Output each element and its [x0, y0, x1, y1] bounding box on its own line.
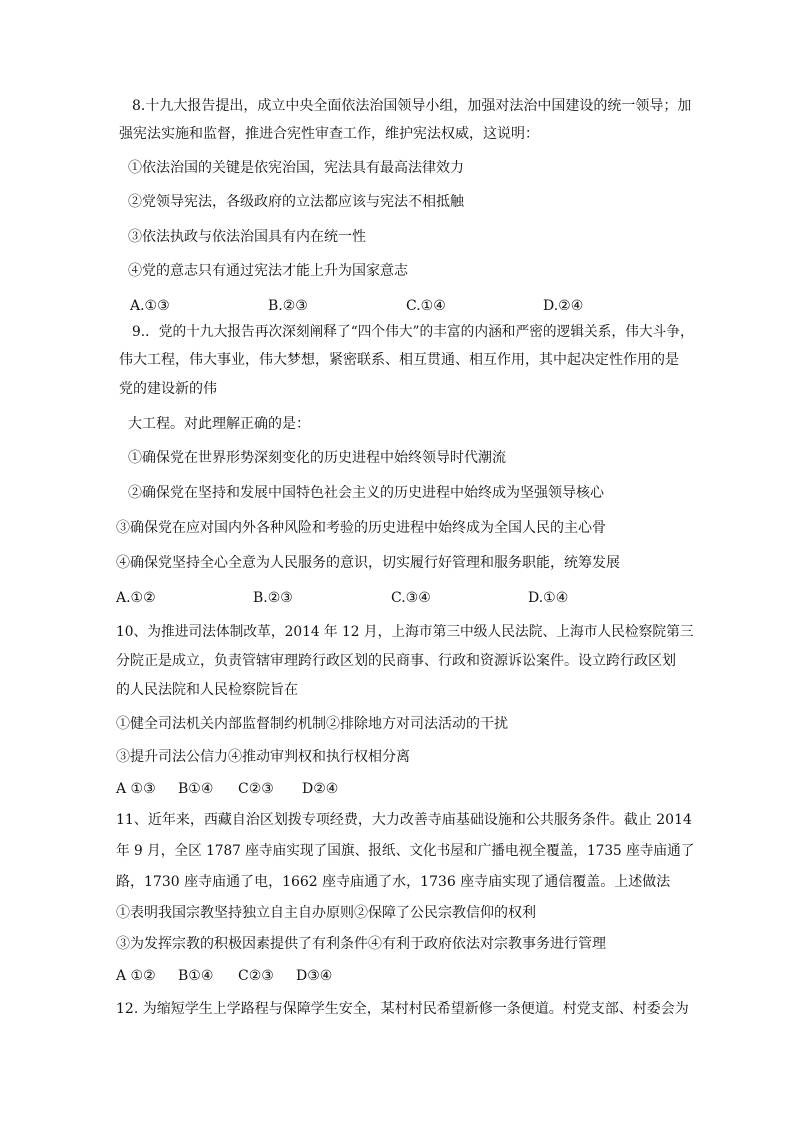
- q11-stem-line-3: 路，1730 座寺庙通了电，1662 座寺庙通了水，1736 座寺庙实现了通信覆盖。上述做法: [116, 874, 671, 890]
- q10-choice-b: B①④: [178, 781, 214, 797]
- q11-choice-d: D③④: [296, 968, 333, 984]
- q10-choice-a: A ①③: [116, 781, 156, 797]
- q10-options-3-4: ③提升司法公信力④推动审判权和执行权相分离: [116, 749, 410, 765]
- q9-choice-c: C.③④: [391, 590, 431, 606]
- q9-stem-line-2: 伟大工程，伟大事业，伟大梦想，紧密联系、相互贯通、相互作用，其中起决定性作用的是: [119, 352, 679, 368]
- q8-choice-d: D.②④: [543, 298, 584, 314]
- q9-choice-b: B.②③: [253, 590, 293, 606]
- q9-choice-d: D.①④: [528, 590, 569, 606]
- q8-option-4: ④党的意志只有通过宪法才能上升为国家意志: [128, 263, 408, 279]
- q8-option-1: ①依法治国的关键是依宪治国，宪法具有最高法律效力: [128, 160, 464, 176]
- q8-stem-line-2: 强宪法实施和监督，推进合宪性审查工作，维护宪法权威，这说明：: [119, 126, 539, 142]
- q10-stem-line-3: 的人民法院和人民检察院旨在: [116, 682, 298, 698]
- q11-stem-line-2: 年 9 月，全区 1787 座寺庙实现了国旗、报纸、文化书屋和广播电视全覆盖，1735 座寺庙通了: [116, 843, 695, 859]
- q8-choice-a: A.①③: [130, 298, 170, 314]
- q12-stem-line-1: 12. 为缩短学生上学路程与保障学生安全，某村村民希望新修一条便道。村党支部、村委会为: [116, 1001, 689, 1017]
- q11-options-3-4: ③为发挥宗教的积极因素提供了有利条件④有利于政府依法对宗教事务进行管理: [116, 936, 606, 952]
- q10-stem-line-2: 分院正是成立，负责管辖审理跨行政区划的民商事、行政和资源诉讼案件。设立跨行政区划: [116, 653, 676, 669]
- q10-choice-c: C②③: [238, 781, 274, 797]
- q9-option-4: ④确保党坚持全心全意为人民服务的意识，切实履行好管理和服务职能，统筹发展: [116, 555, 620, 571]
- q9-option-2: ②确保党在坚持和发展中国特色社会主义的历史进程中始终成为坚强领导核心: [128, 485, 604, 501]
- q10-options-1-2: ①健全司法机关内部监督制约机制②排除地方对司法活动的干扰: [116, 716, 508, 732]
- q11-choice-b: B①④: [178, 968, 214, 984]
- q9-stem-line-4: 大工程。对此理解正确的是：: [128, 416, 310, 432]
- q8-option-3: ③依法执政与依法治国具有内在统一性: [128, 229, 366, 245]
- q8-choice-b: B.②③: [268, 298, 308, 314]
- q11-choice-a: A ①②: [116, 968, 156, 984]
- q9-stem-line-3: 党的建设新的伟: [119, 381, 217, 397]
- q8-option-2: ②党领导宪法，各级政府的立法都应该与宪法不相抵触: [128, 194, 464, 210]
- q10-stem-line-1: 10、为推进司法体制改革，2014 年 12 月，上海市第三中级人民法院、上海市人民检察院第三: [116, 624, 694, 640]
- q10-choice-d: D②④: [302, 781, 339, 797]
- q11-choice-c: C②③: [238, 968, 274, 984]
- q8-stem-line-1: 8.十九大报告提出，成立中央全面依法治国领导小组，加强对法治中国建设的统一领导；加: [132, 98, 692, 114]
- q9-option-3: ③确保党在应对国内外各种风险和考验的历史进程中始终成为全国人民的主心骨: [116, 520, 606, 536]
- q11-options-1-2: ①表明我国宗教坚持独立自主自办原则②保障了公民宗教信仰的权利: [116, 905, 536, 921]
- q9-choice-a: A.①②: [116, 590, 156, 606]
- q9-stem-line-1: 9.．党的十九大报告再次深刻阐释了“四个伟大”的丰富的内涵和严密的逻辑关系，伟大斗争，: [132, 324, 694, 340]
- q11-stem-line-1: 11、近年来，西藏自治区划拨专项经费，大力改善寺庙基础设施和公共服务条件。截止 2014: [116, 812, 692, 828]
- q8-choice-c: C.①④: [406, 298, 446, 314]
- q9-option-1: ①确保党在世界形势深刻变化的历史进程中始终领导时代潮流: [128, 450, 506, 466]
